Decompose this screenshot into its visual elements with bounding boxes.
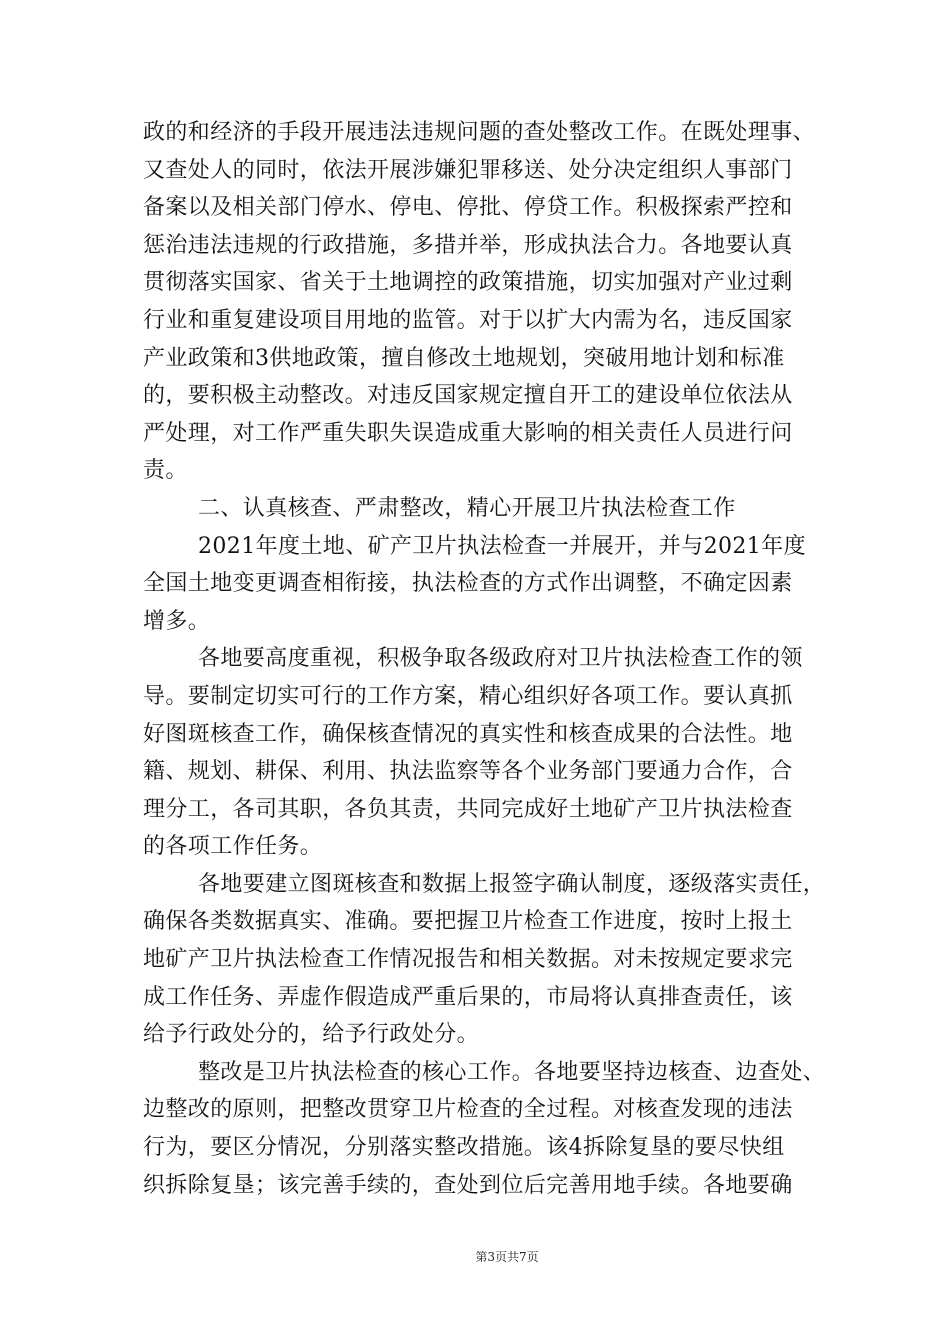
text-line: 成工作任务、弄虚作假造成严重后果的，市局将认真排查责任，该 — [143, 984, 793, 1010]
text-line: 导。要制定切实可行的工作方案，精心组织好各项工作。要认真抓 — [143, 683, 793, 709]
text-line: 责。 — [143, 458, 188, 484]
page-footer — [0, 1248, 950, 1265]
text-line: 籍、规划、耕保、利用、执法监察等各个业务部门要通力合作，合 — [143, 759, 793, 785]
text-line: 确保各类数据真实、准确。要把握卫片检查工作进度，按时上报土 — [143, 909, 793, 935]
text-line: 地矿产卫片执法检查工作情况报告和相关数据。对未按规定要求完 — [143, 947, 793, 973]
text-line: 贯彻落实国家、省关于土地调控的政策措施，切实加强对产业过剩 — [143, 270, 793, 296]
text-line: 全国土地变更调查相衔接，执法检查的方式作出调整，不确定因素 — [143, 571, 793, 597]
text-line: 织拆除复垦；该完善手续的，查处到位后完善用地手续。各地要确 — [143, 1172, 793, 1198]
text-line: 又查处人的同时，依法开展涉嫌犯罪移送、处分决定组织人事部门 — [143, 157, 793, 183]
text-line: 好图斑核查工作，确保核查情况的真实性和核查成果的合法性。地 — [143, 721, 793, 747]
text-line: 给予行政处分的，给予行政处分。 — [143, 1022, 480, 1048]
paragraph-first-line: 整改是卫片执法检查的核心工作。各地要坚持边核查、边查处、 — [198, 1059, 826, 1085]
document-body — [143, 114, 826, 1204]
text-line: 的各项工作任务。 — [143, 834, 323, 860]
text-line: 理分工，各司其职，各负其责，共同完成好土地矿产卫片执法检查 — [143, 796, 793, 822]
text-line: 备案以及相关部门停水、停电、停批、停贷工作。积极探索严控和 — [143, 195, 793, 221]
text-line: 政的和经济的手段开展违法违规问题的查处整改工作。在既处理事、 — [143, 120, 816, 145]
text-line: 的，要积极主动整改。对违反国家规定擅自开工的建设单位依法从 — [143, 383, 793, 409]
paragraph-first-line: 2021年度土地、矿产卫片执法检查一并展开，并与2021年度 — [198, 533, 806, 559]
text-line: 惩治违法违规的行政措施，多措并举，形成执法合力。各地要认真 — [143, 232, 793, 258]
text-line: 行业和重复建设项目用地的监管。对于以扩大内需为名，违反国家 — [143, 307, 793, 333]
section-heading: 二、认真核查、严肃整改，精心开展卫片执法检查工作 — [198, 495, 736, 521]
paragraph-first-line: 各地要建立图斑核查和数据上报签字确认制度，逐级落实责任， — [198, 871, 826, 897]
text-line: 增多。 — [143, 608, 211, 634]
text-line: 严处理，对工作严重失职失误造成重大影响的相关责任人员进行问 — [143, 420, 793, 446]
text-line: 行为，要区分情况，分别落实整改措施。该4拆除复垦的要尽快组 — [143, 1135, 785, 1161]
text-line: 产业政策和3供地政策，擅自修改土地规划，突破用地计划和标准 — [143, 345, 785, 371]
paragraph-first-line: 各地要高度重视，积极争取各级政府对卫片执法检查工作的领 — [198, 646, 803, 672]
page-number: 第3页共7页 — [475, 1250, 539, 1264]
text-line: 边整改的原则，把整改贯穿卫片检查的全过程。对核查发现的违法 — [143, 1097, 793, 1123]
